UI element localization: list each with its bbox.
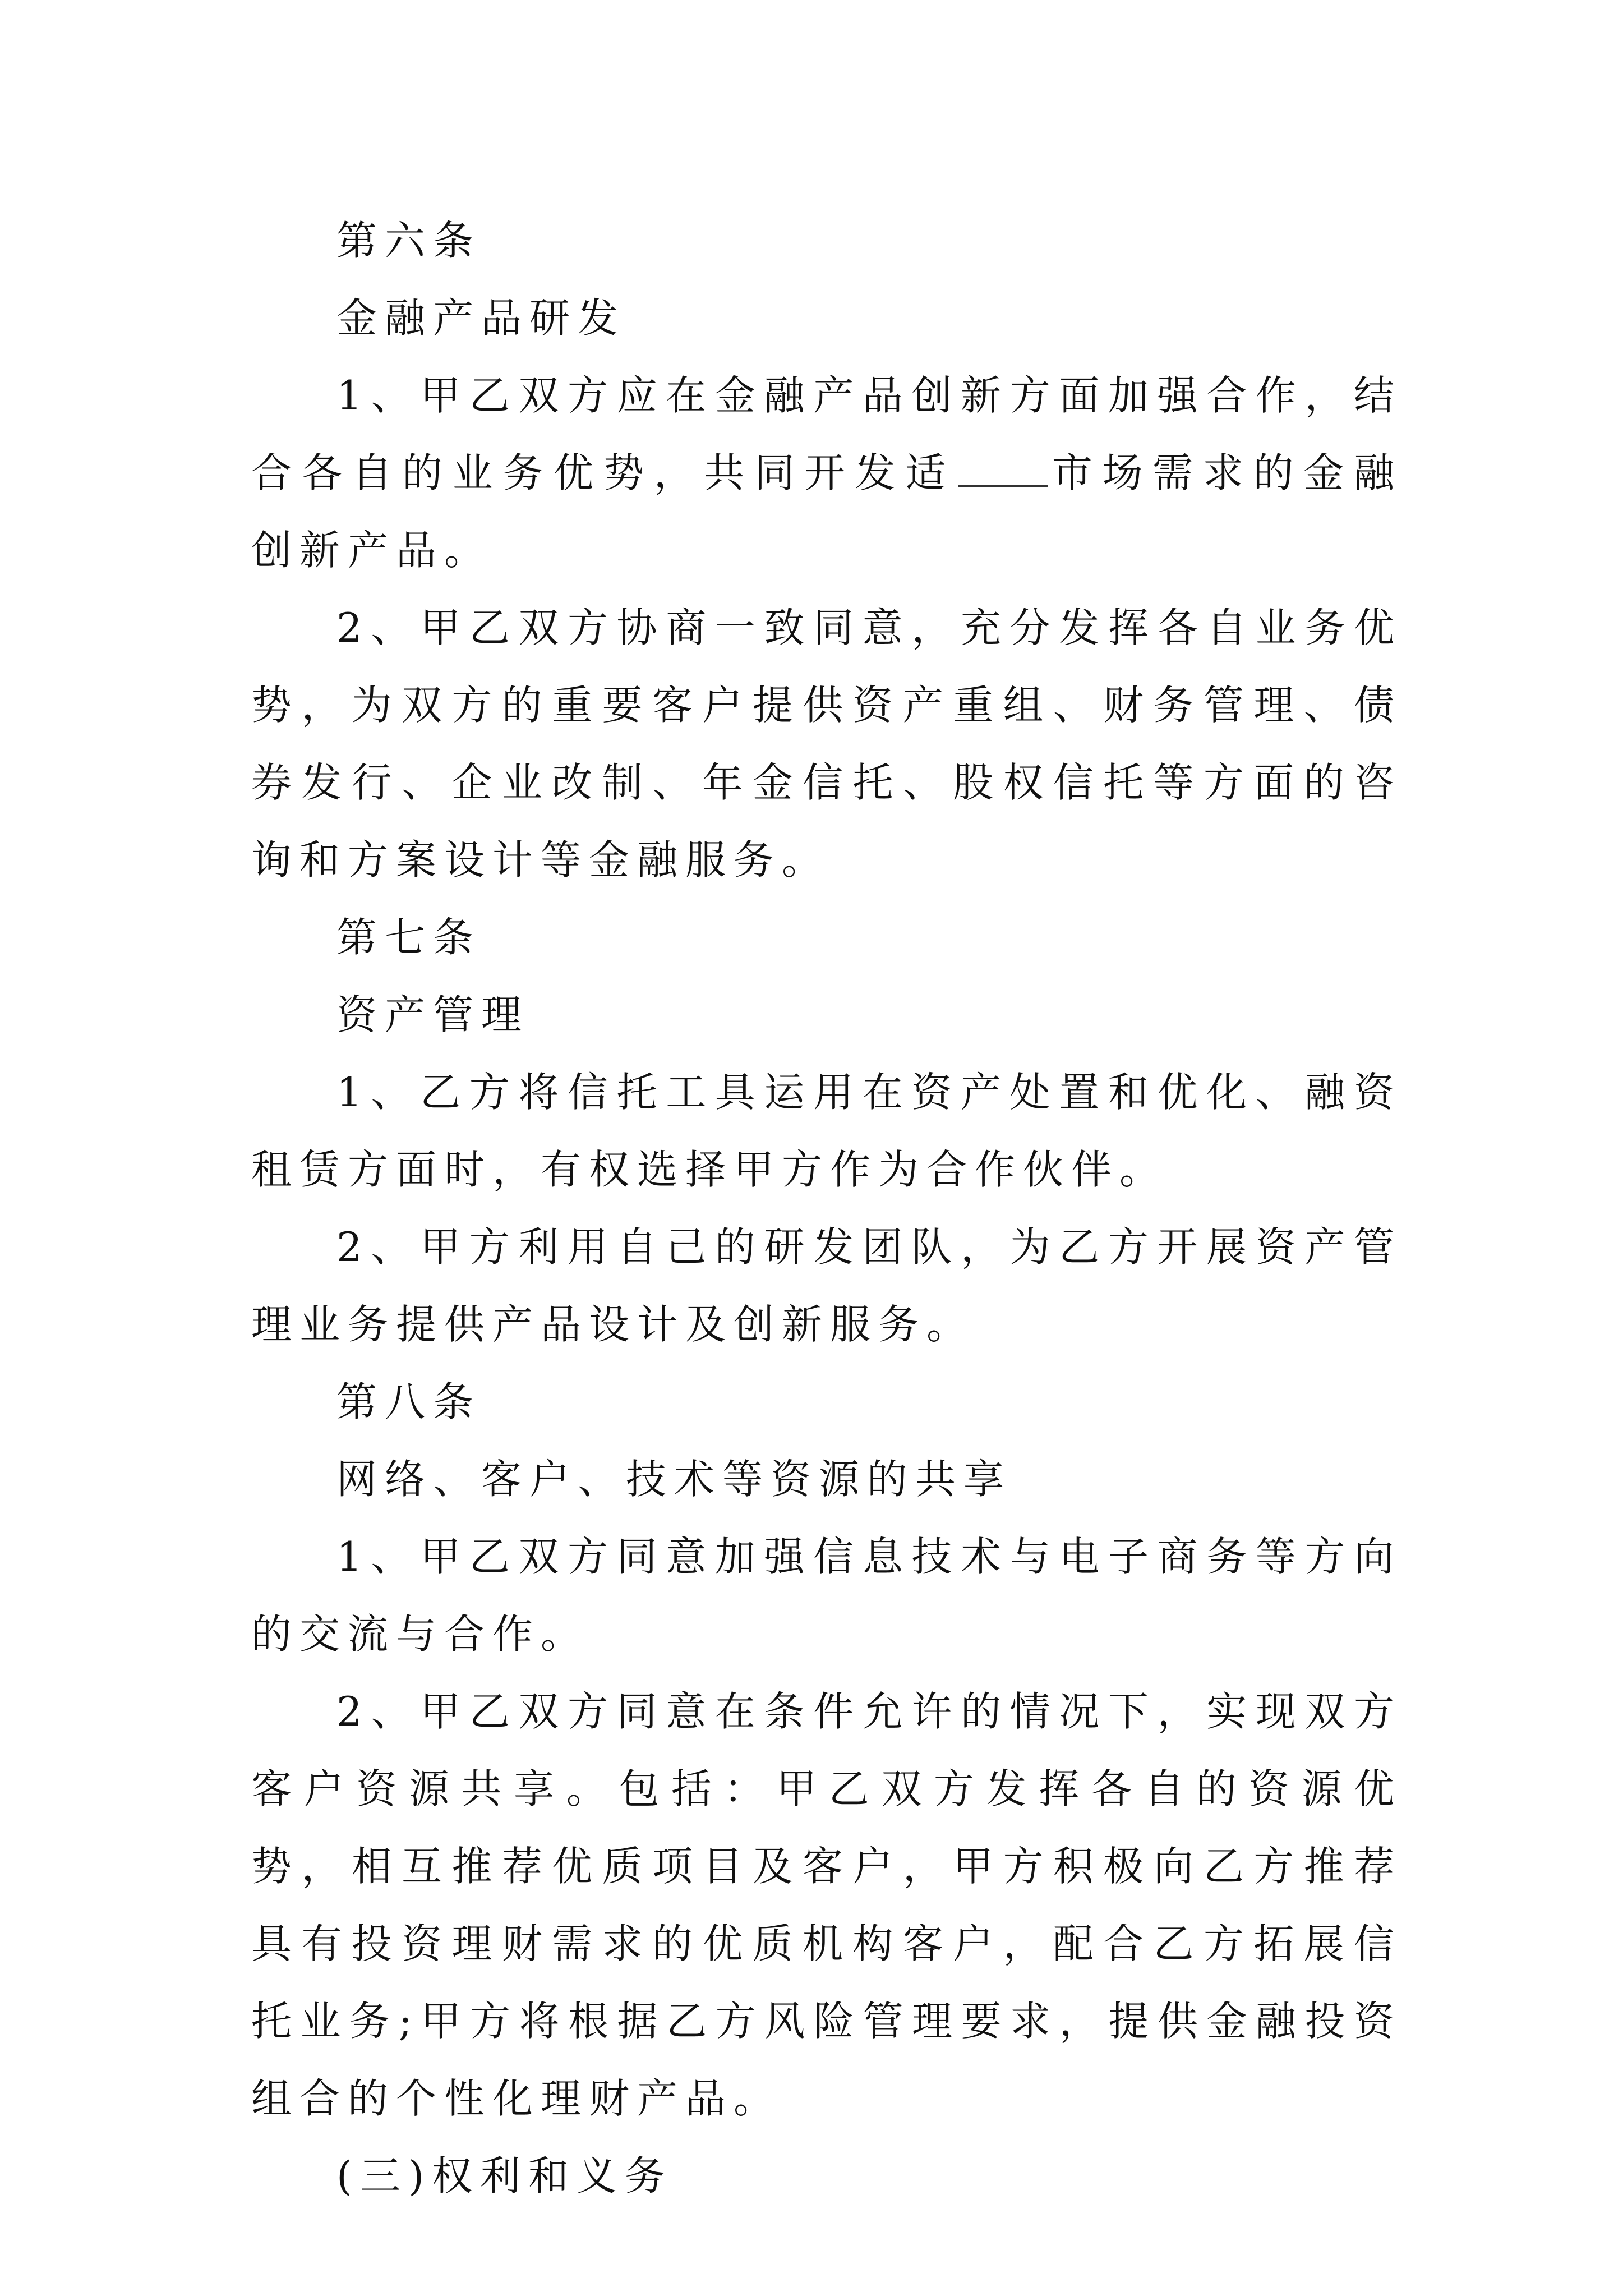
- document-body: [251, 202, 1402, 2215]
- article-6-item-2: 2、甲乙双方协商一致同意，充分发挥各自业务优势，为双方的重要客户提供资产重组、财务管理、债券发行、企业改制、年金信托、股权信托等方面的咨询和方案设计等金融服务。: [251, 604, 1402, 884]
- article-6-item-1: [251, 357, 1402, 589]
- article-7-title: 资产管理: [336, 991, 530, 1038]
- article-8-item-2: 2、甲乙双方同意在条件允许的情况下，实现双方客户资源共享。包括：甲乙双方发挥各自的资源优势，相互推荐优质项目及客户，甲方积极向乙方推荐具有投资理财需求的优质机构客户，配合乙方拓展信托业务;甲方将根据乙方风险管理要求，提供金融投资组合的个性化理财产品。: [251, 1688, 1402, 2122]
- article-6-item-1-text-b: 市场需求的金融创新产品。: [251, 449, 1402, 574]
- article-7-item-2: 2、甲方利用自己的研发团队，为乙方开展资产管理业务提供产品设计及创新服务。: [251, 1223, 1402, 1348]
- article-7-number: 第七条: [336, 914, 482, 961]
- article-7-item-1: 1、乙方将信托工具运用在资产处置和优化、融资租赁方面时，有权选择甲方作为合作伙伴。: [251, 1069, 1402, 1193]
- article-6-title: 金融产品研发: [336, 295, 626, 342]
- article-6-item-1-text-a: 1、甲乙双方应在金融产品创新方面加强合作，结合各自的业务优势，共同开发适: [251, 372, 1402, 496]
- section-3-title: (三)权利和义务: [336, 2152, 674, 2200]
- fill-in-blank: [958, 445, 1048, 487]
- article-8-number: 第八条: [336, 1378, 482, 1425]
- article-8-title: 网络、客户、技术等资源的共享: [336, 1456, 1012, 1503]
- article-6-number: 第六条: [336, 217, 482, 264]
- article-8-item-1: 1、甲乙双方同意加强信息技术与电子商务等方向的交流与合作。: [251, 1533, 1402, 1658]
